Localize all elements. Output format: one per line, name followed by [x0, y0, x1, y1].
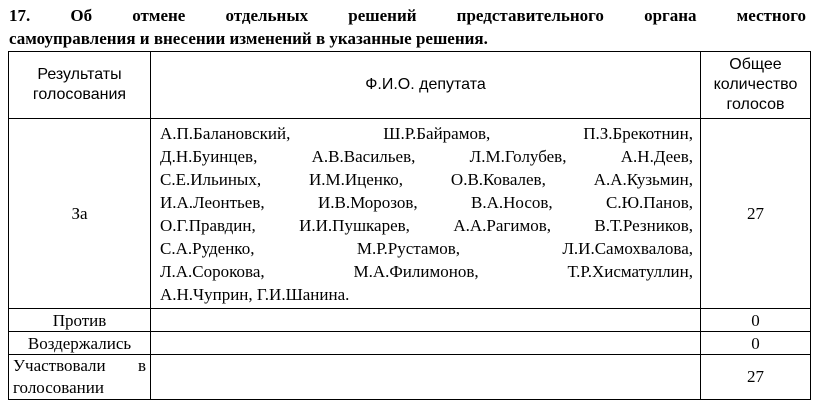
row-against-names	[151, 309, 701, 332]
row-abstained-count: 0	[701, 332, 811, 355]
names-line: Д.Н.Буинцев, А.В.Васильев, Л.М.Голубев, А.Н.Деев,	[160, 147, 693, 166]
names-line: С.А.Руденко, М.Р.Рустамов, Л.И.Самохвалова,	[160, 239, 693, 258]
row-participated-label: Участвовали в голосовании	[9, 355, 151, 400]
row-abstained-names	[151, 332, 701, 355]
row-participated-count: 27	[701, 355, 811, 400]
table-row-abstained	[9, 332, 811, 355]
names-line: С.Е.Ильиных, И.М.Иценко, О.В.Ковалев, А.А.Кузьмин,	[160, 170, 693, 189]
heading-line-2: самоуправления и внесении изменений в указанные решения.	[9, 29, 488, 48]
row-against-count: 0	[701, 309, 811, 332]
heading-line-1: 17. Об отмене отдельных решений представительного органа местного	[9, 6, 806, 25]
section-heading	[9, 4, 806, 50]
names-line: А.П.Балановский, Ш.Р.Байрамов, П.З.Брекотнин,	[160, 124, 693, 143]
row-for-count: 27	[701, 119, 811, 309]
names-line: О.Г.Правдин, И.И.Пушкарев, А.А.Рагимов, В.Т.Резников,	[160, 216, 693, 235]
row-for-names	[151, 119, 701, 309]
row-participated-names	[151, 355, 701, 400]
header-deputies: Ф.И.О. депутата	[151, 52, 701, 119]
row-abstained-label: Воздержались	[9, 332, 151, 355]
table-row-participated	[9, 355, 811, 400]
table-header-row	[9, 52, 811, 119]
row-for-label: За	[9, 119, 151, 309]
voting-results-table	[8, 51, 811, 400]
header-total: Общее количество голосов	[701, 52, 811, 119]
names-line: А.Н.Чуприн, Г.И.Шанина.	[160, 285, 350, 304]
names-line: И.А.Леонтьев, И.В.Морозов, В.А.Носов, С.Ю.Панов,	[160, 193, 693, 212]
row-against-label: Против	[9, 309, 151, 332]
table-row-against	[9, 309, 811, 332]
table-row-for	[9, 119, 811, 309]
header-results: Результаты голосования	[9, 52, 151, 119]
names-line: Л.А.Сорокова, М.А.Филимонов, Т.Р.Хисматуллин,	[160, 262, 693, 281]
